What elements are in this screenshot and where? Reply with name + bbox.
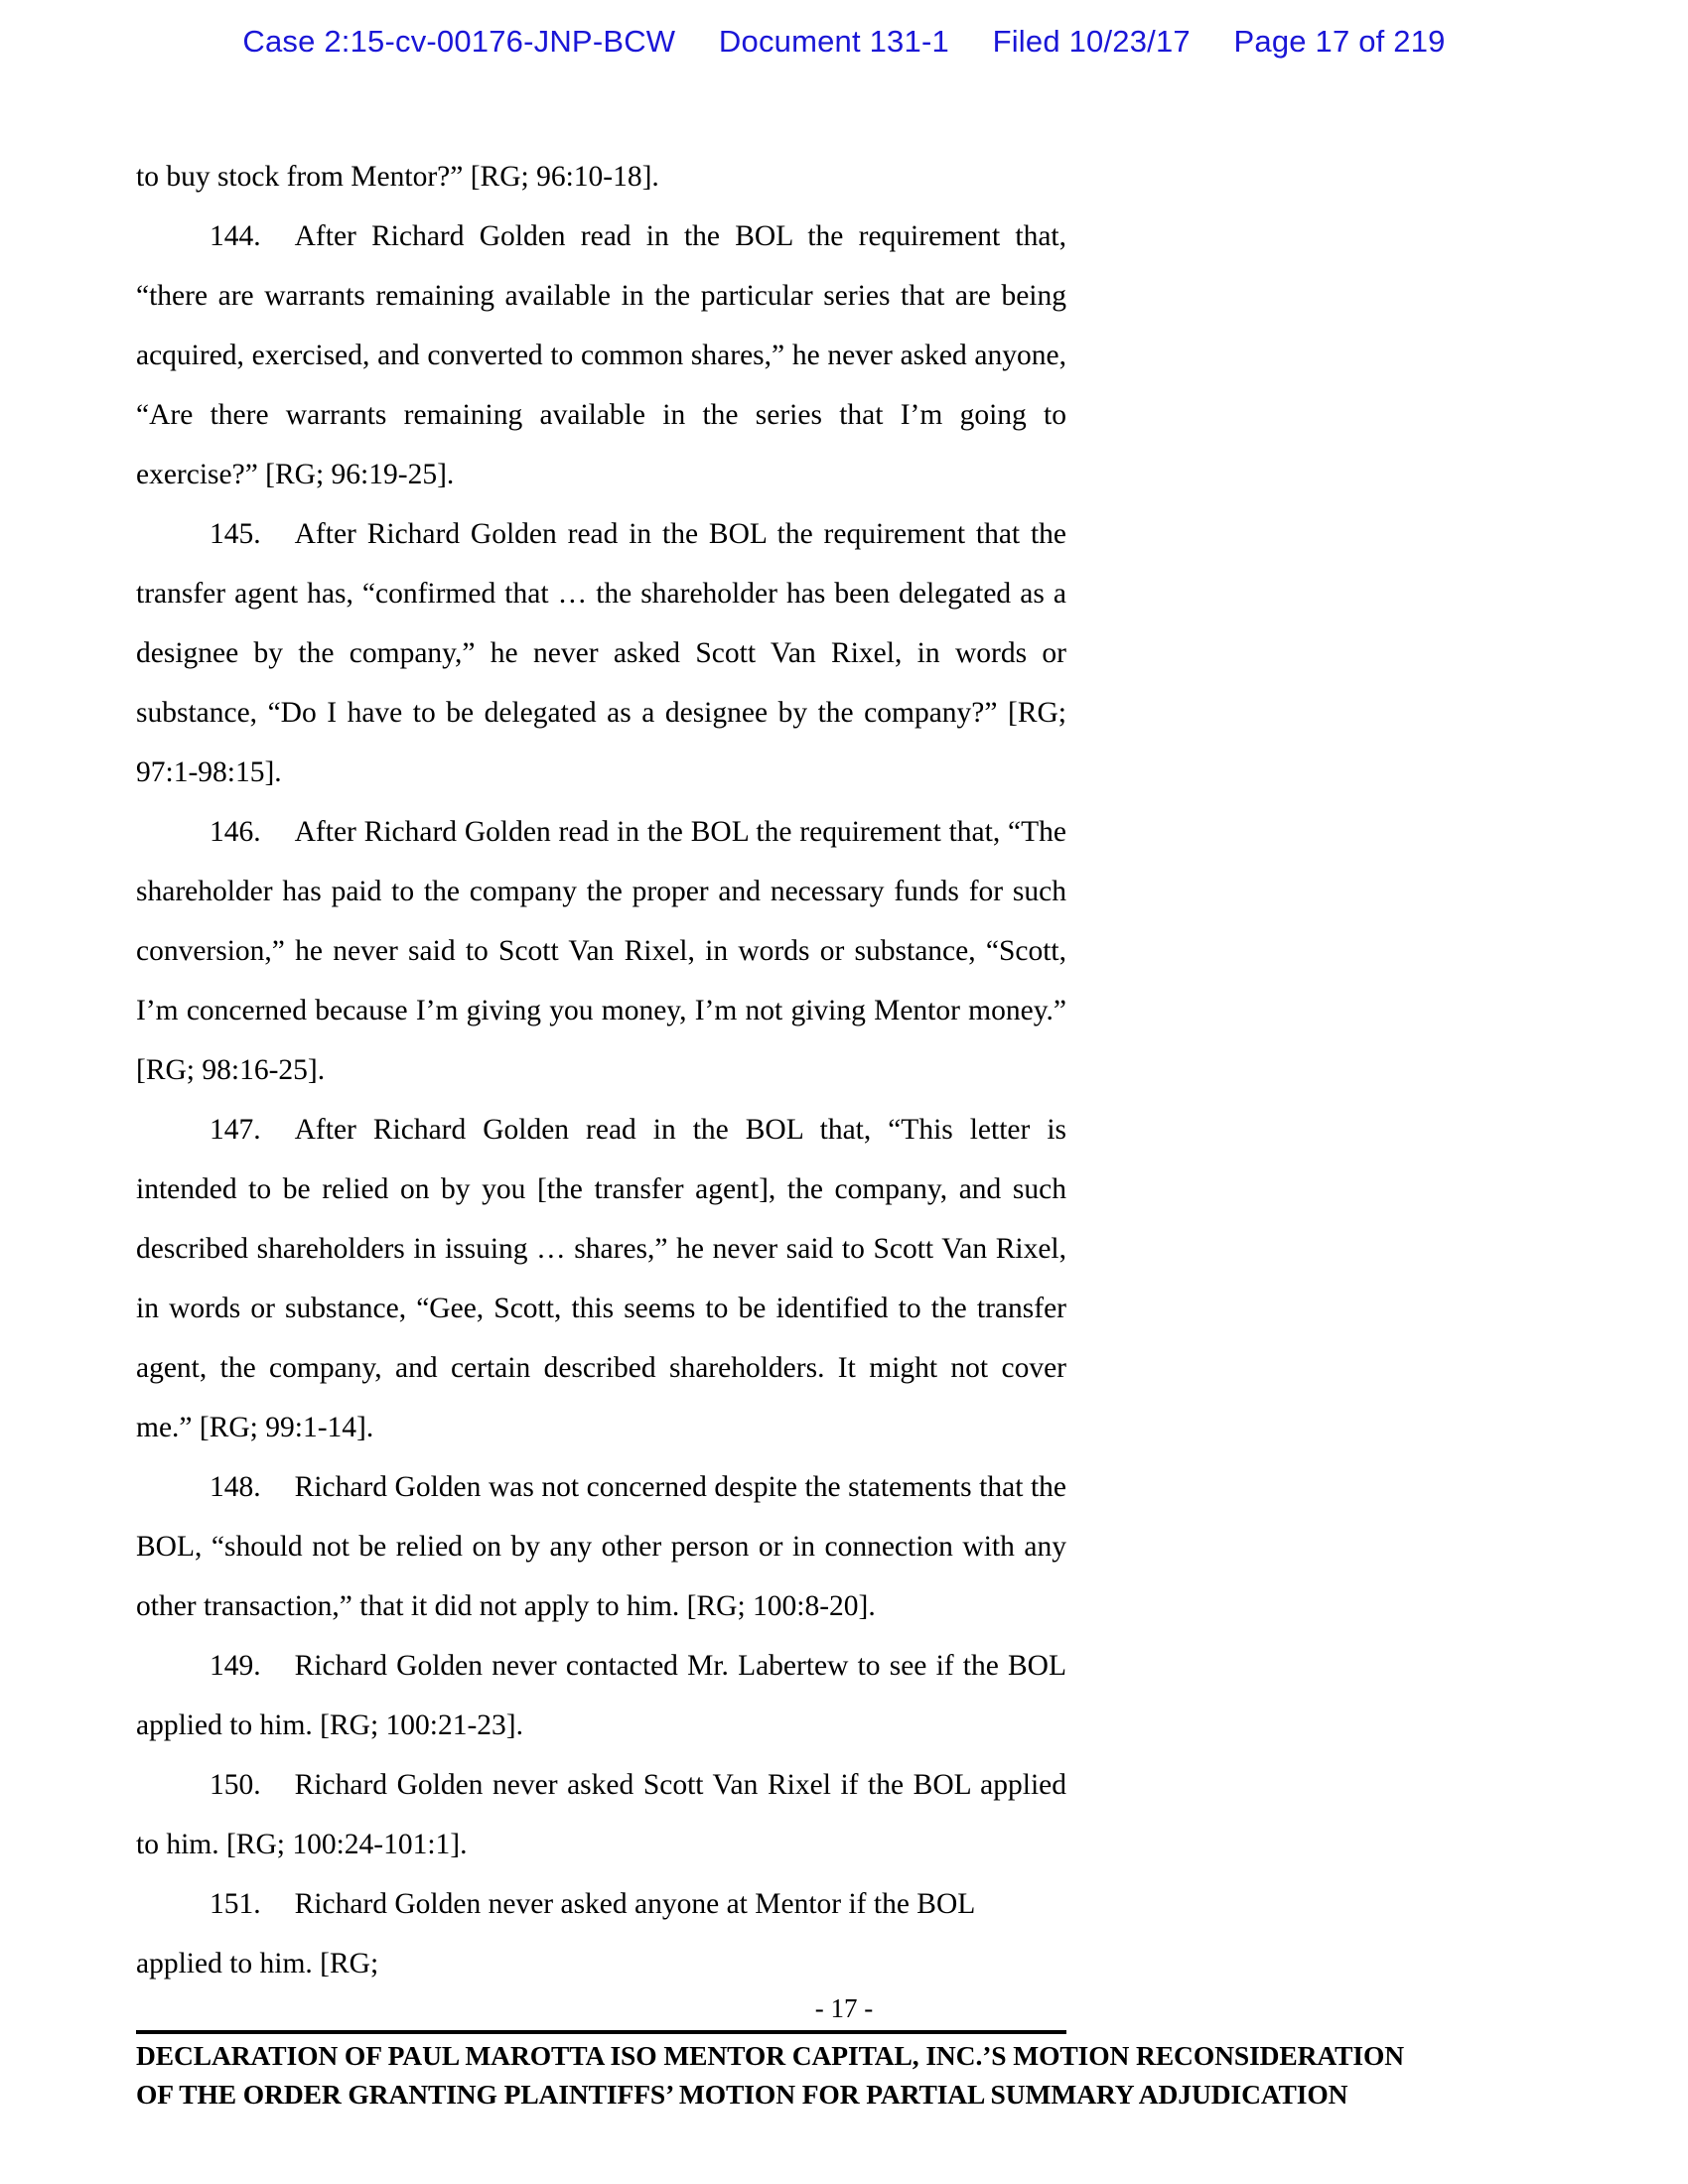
paragraph-text-146: After Richard Golden read in the BOL the requirement that, “The shareholder has paid to the company the proper and necessary funds for such conversion,” he never said to Scott Van Rixel, in words or substance, “Scott, I’m concerned because I’m giving you money, I’m not giving Mentor money.” [RG; 98:16-25].: [136, 816, 1066, 1086]
footer-title-line-1: DECLARATION OF PAUL MAROTTA ISO MENTOR CAPITAL, INC.’S MOTION RECONSIDERATION: [136, 2040, 1405, 2071]
paragraph-text-150: Richard Golden never asked Scott Van Rixel if the BOL applied to him. [RG; 100:24-101:1].: [136, 1769, 1066, 1860]
paragraph-number-148: 148.: [210, 1471, 261, 1503]
paragraph-148: [136, 1457, 1066, 1636]
paragraph-150: [136, 1755, 1066, 1874]
paragraph-number-144: 144.: [210, 220, 261, 252]
header-case-number: Case 2:15-cv-00176-JNP-BCW: [242, 24, 676, 59]
paragraph-text-151: Richard Golden never asked anyone at Mentor if the BOL applied to him. [RG;: [136, 1888, 975, 1979]
footer-divider-rule: [136, 2030, 1066, 2034]
paragraph-number-150: 150.: [210, 1769, 261, 1801]
paragraph-number-146: 146.: [210, 816, 261, 848]
paragraph-149: [136, 1636, 1066, 1755]
continuation-line: to buy stock from Mentor?” [RG; 96:10-18].: [136, 161, 659, 193]
paragraph-145: [136, 504, 1066, 802]
header-page-of: Page 17 of 219: [1233, 24, 1446, 59]
document-body: [136, 147, 1066, 1993]
page-number-footer: - 17 -: [814, 1993, 874, 2023]
paragraph-146: [136, 802, 1066, 1100]
paragraph-144: [136, 206, 1066, 504]
footer-title-line-2: OF THE ORDER GRANTING PLAINTIFFS’ MOTION FOR PARTIAL SUMMARY ADJUDICATION: [136, 2079, 1348, 2110]
paragraph-text-149: Richard Golden never contacted Mr. Labertew to see if the BOL applied to him. [RG; 100:21-23].: [136, 1650, 1066, 1741]
ecf-stamp-header: [0, 24, 1688, 60]
paragraph-147: [136, 1100, 1066, 1457]
paragraph-text-147: After Richard Golden read in the BOL that, “This letter is intended to be relied on by you [the transfer agent], the company, and such described shareholders in issuing … shares,” he never said to Scott Van Rixel, in words or substance, “Gee, Scott, this seems to be identified to the transfer agent, the company, and certain described shareholders. It might not cover me.” [RG; 99:1-14].: [136, 1114, 1066, 1443]
paragraph-number-147: 147.: [210, 1114, 261, 1146]
paragraph-number-151: 151.: [210, 1888, 261, 1920]
header-document-number: Document 131-1: [718, 24, 949, 59]
paragraph-text-148: Richard Golden was not concerned despite the statements that the BOL, “should not be relied on by any other person or in connection with any other transaction,” that it did not apply to him. [RG; 100:8-20].: [136, 1471, 1066, 1622]
footer-title-block: [136, 2036, 1405, 2114]
paragraph-text-145: After Richard Golden read in the BOL the requirement that the transfer agent has, “confirmed that … the shareholder has been delegated as a designee by the company,” he never asked Scott Van Rixel, in words or substance, “Do I have to be delegated as a designee by the company?” [RG; 97:1-98:15].: [136, 518, 1066, 788]
paragraph-number-145: 145.: [210, 518, 261, 550]
paragraph-number-149: 149.: [210, 1650, 261, 1682]
paragraph-text-144: After Richard Golden read in the BOL the requirement that, “there are warrants remaining available in the particular series that are being acquired, exercised, and converted to common shares,” he never asked anyone, “Are there warrants remaining available in the series that I’m going to exercise?” [RG; 96:19-25].: [136, 220, 1066, 490]
paragraph-151: [136, 1874, 1066, 1993]
header-filed-date: Filed 10/23/17: [992, 24, 1191, 59]
